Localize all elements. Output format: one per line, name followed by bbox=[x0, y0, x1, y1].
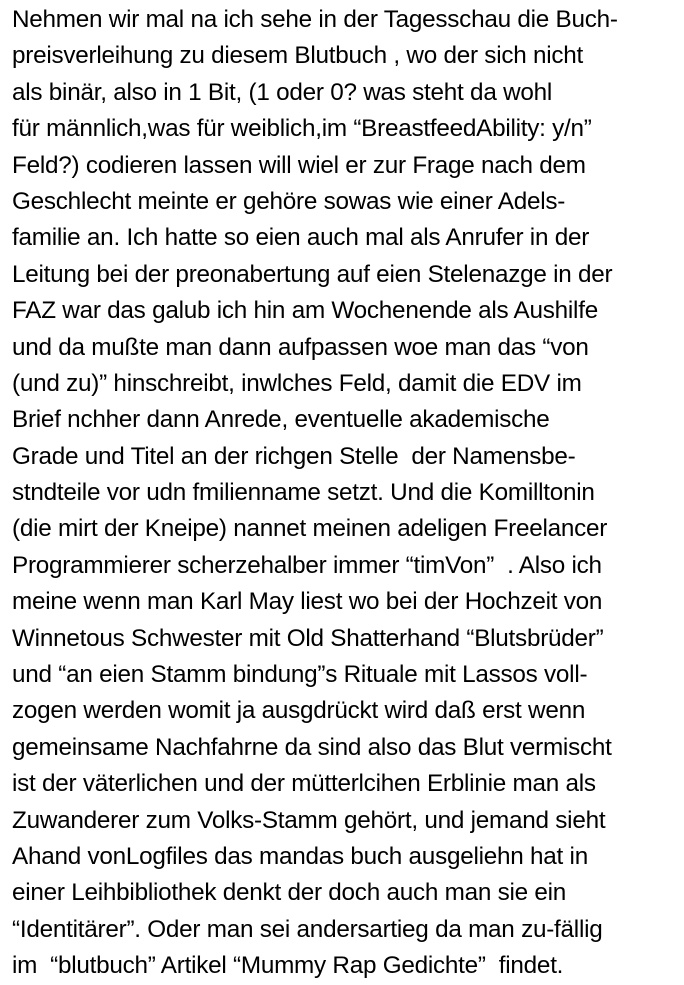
text-line: Zuwanderer zum Volks-Stamm gehört, und jemand sieht bbox=[12, 806, 606, 834]
text-line: Geschlecht meinte er gehöre sowas wie einer Adels- bbox=[12, 187, 566, 215]
text-line: Ahand vonLogfiles das mandas buch ausgeliehn hat in bbox=[12, 842, 588, 870]
text-line: FAZ war das galub ich hin am Wochenende als Aushilfe bbox=[12, 297, 598, 325]
text-line: Nehmen wir mal na ich sehe in der Tagesschau die Buch- bbox=[12, 6, 618, 33]
text-line: Brief nchher dann Anrede, eventuelle akademische bbox=[12, 406, 550, 434]
text-line: Grade und Titel an der richgen Stelle der Namensbe- bbox=[12, 442, 576, 470]
text-line: (und zu)” hinschreibt, inwlches Feld, damit die EDV im bbox=[12, 369, 582, 397]
text-line: und “an eien Stamm bindung”s Rituale mit Lassos voll- bbox=[12, 661, 588, 689]
text-line: im “blutbuch” Artikel “Mummy Rap Gedichte” findet. bbox=[12, 952, 564, 980]
text-line: gemeinsame Nachfahrne da sind also das Blut vermischt bbox=[12, 733, 612, 761]
text-line: Feld?) codieren lassen will wiel er zur Frage nach dem bbox=[12, 151, 586, 179]
text-line: familie an. Ich hatte so eien auch mal als Anrufer in der bbox=[12, 224, 590, 252]
text-line: einer Leihbibliothek denkt der doch auch man sie ein bbox=[12, 879, 567, 907]
text-line: als binär, also in 1 Bit, (1 oder 0? was steht da wohl bbox=[12, 78, 553, 106]
text-line: preisverleihung zu diesem Blutbuch , wo der sich nicht bbox=[12, 42, 584, 70]
text-line: stndteile vor udn fmilienname setzt. Und die Komilltonin bbox=[12, 479, 595, 507]
text-line: meine wenn man Karl May liest wo bei der Hochzeit von bbox=[12, 588, 603, 616]
body-text bbox=[12, 2, 684, 985]
text-line: für männlich,was für weiblich,im “BreastfeedAbility: y/n” bbox=[12, 115, 592, 143]
text-line: “Identitärer”. Oder man sei andersartieg da man zu-fällig bbox=[12, 915, 603, 943]
text-line: Programmierer scherzehalber immer “timVon” . Also ich bbox=[12, 551, 602, 579]
text-line: und da mußte man dann aufpassen woe man das “von bbox=[12, 333, 589, 361]
text-line: Winnetous Schwester mit Old Shatterhand “Blutsbrüder” bbox=[12, 624, 604, 652]
text-line: ist der väterlichen und der mütterlcihen Erblinie man als bbox=[12, 770, 596, 798]
text-line: Leitung bei der preonabertung auf eien Stelenazge in der bbox=[12, 260, 613, 288]
text-line: (die mirt der Kneipe) nannet meinen adeligen Freelancer bbox=[12, 515, 608, 543]
text-line: zogen werden womit ja ausgdrückt wird daß erst wenn bbox=[12, 697, 586, 725]
